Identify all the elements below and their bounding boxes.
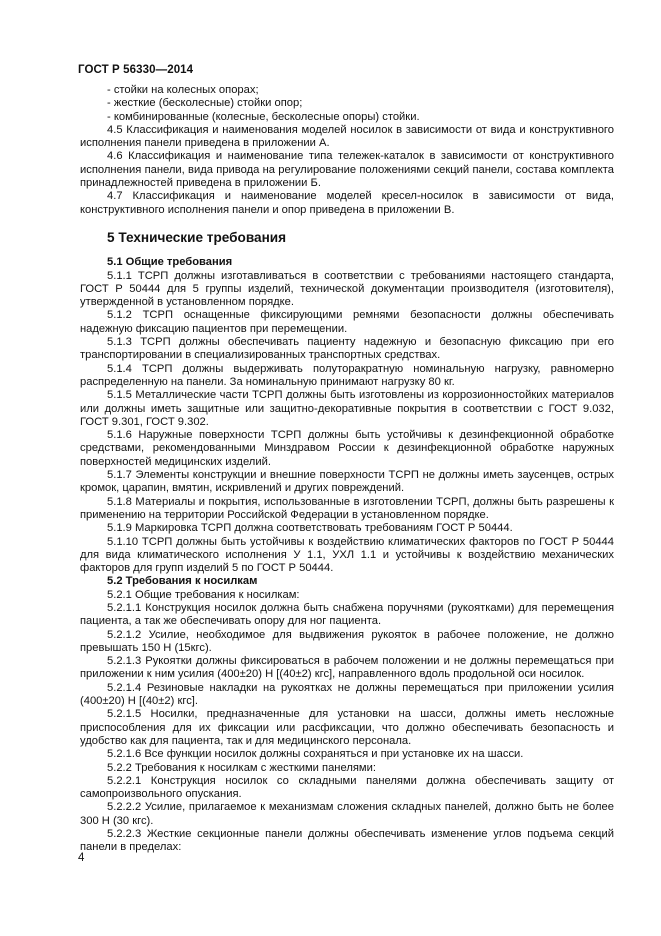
- paragraph-5-2-1: 5.2.1 Общие требования к носилкам:: [107, 588, 300, 601]
- list-item: - жесткие (бесколесные) стойки опор;: [107, 97, 303, 110]
- paragraph-5-2-1-1: 5.2.1.1 Конструкция носилок должна быть снабжена поручнями (рукоятками) для перемещения пациента, а так же обеспечивать опору для ног пациента.: [80, 601, 614, 628]
- subsection-heading-5-2: 5.2 Требования к носилкам: [107, 575, 258, 588]
- paragraph-5-1-4: 5.1.4 ТСРП должны выдерживать полуторакратную номинальную нагрузку, равномерно распределенную на панели. За номинальную принимают нагрузку 80 кг.: [80, 362, 614, 388]
- paragraph-4-7: 4.7 Классификация и наименование моделей кресел-носилок в зависимости от вида, конструктивного исполнения панели и опор приведена в приложении В.: [80, 190, 614, 216]
- paragraph-5-1-9: 5.1.9 Маркировка ТСРП должна соответствовать требованиям ГОСТ Р 50444.: [107, 522, 513, 535]
- paragraph-5-2-2-3: 5.2.2.3 Жесткие секционные панели должны обеспечивать изменение углов подъема секций панели в пределах:: [80, 828, 614, 854]
- paragraph-5-1-5: 5.1.5 Металлические части ТСРП должны быть изготовлены из коррозионностойких материалов или должны иметь защитные или защитно-декоративные покрытия в соответствии с ГОСТ 9.032, ГОСТ 9.301, ГОСТ 9.302.: [80, 389, 614, 428]
- paragraph-5-2-1-2: 5.2.1.2 Усилие, необходимое для выдвижения рукояток в рабочее положение, не должно превышать 150 Н (15кгс).: [80, 628, 614, 654]
- subsection-heading-5-1: 5.1 Общие требования: [107, 256, 233, 269]
- paragraph-5-2-1-4: 5.2.1.4 Резиновые накладки на рукоятках не должны перемещаться при приложении усилия (400±20) Н [(40±2) кгс].: [80, 681, 614, 708]
- paragraph-5-1-1: 5.1.1 ТСРП должны изготавливаться в соответствии с требованиями настоящего стандарта, ГОСТ Р 50444 для 5 группы изделий, технической документации производителя (изготовителя), утвержденной в установленном порядке.: [80, 269, 614, 309]
- paragraph-5-1-6: 5.1.6 Наружные поверхности ТСРП должны быть устойчивы к дезинфекционной обработке средствами, рекомендованными Минздравом России к дезинфекционной обработке наружных поверхностей медицинских изделий.: [80, 429, 614, 468]
- paragraph-5-1-10: 5.1.10 ТСРП должны быть устойчивы к воздействию климатических факторов по ГОСТ Р 50444 для вида климатического исполнения У 1.1, УХЛ 1.1 и устойчивы к воздействию механических факторов для групп изделий 5 по ГОСТ Р 50444.: [80, 535, 614, 575]
- paragraph-4-5: 4.5 Классификация и наименования моделей носилок в зависимости от вида и конструктивного исполнения панели приведена в приложении А.: [80, 123, 614, 150]
- list-item: - стойки на колесных опорах;: [107, 84, 259, 96]
- paragraph-5-1-8: 5.1.8 Материалы и покрытия, использованные в изготовлении ТСРП, должны быть разрешены к применению на территории Российской Федерации в установленном порядке.: [80, 495, 614, 521]
- document-header: ГОСТ Р 56330—2014: [78, 64, 194, 76]
- section-heading-5: 5 Технические требования: [107, 229, 287, 245]
- paragraph-5-2-1-5: 5.2.1.5 Носилки, предназначенные для установки на шасси, должны иметь несложные приспособления для их фиксации или расфиксации, что должно обеспечивать безопасность и удобство как для пациента, так и для медицинского персонала.: [80, 708, 614, 747]
- paragraph-5-2-2-2: 5.2.2.2 Усилие, прилагаемое к механизмам сложения складных панелей, должно быть не более 300 Н (30 кгс).: [80, 801, 614, 827]
- paragraph-5-2-1-3: 5.2.1.3 Рукоятки должны фиксироваться в рабочем положении и не должны перемещаться при приложении к ним усилия (400±20) Н [(40±2) кгс], направленного вдоль продольной оси носилок.: [80, 655, 614, 681]
- paragraph-5-1-2: 5.1.2 ТСРП оснащенные фиксирующими ремнями безопасности должны обеспечивать надежную фиксацию пациентов при перемещении.: [80, 309, 614, 335]
- paragraph-5-2-1-6: 5.2.1.6 Все функции носилок должны сохраняться и при установке их на шасси.: [107, 748, 524, 761]
- paragraph-5-2-2: 5.2.2 Требования к носилкам с жесткими панелями:: [107, 761, 376, 774]
- paragraph-5-1-7: 5.1.7 Элементы конструкции и внешние поверхности ТСРП не должны иметь заусенцев, острых кромок, царапин, вмятин, искривлений и других повреждений.: [80, 469, 614, 495]
- document-body: [80, 84, 614, 855]
- paragraph-5-2-2-1: 5.2.2.1 Конструкция носилок со складными панелями должна обеспечивать защиту от самопроизвольного опускания.: [80, 774, 614, 801]
- paragraph-5-1-3: 5.1.3 ТСРП должны обеспечивать пациенту надежную и безопасную фиксацию при его транспортировании в специализированных транспортных средствах.: [80, 336, 614, 362]
- page-number: 4: [78, 852, 85, 864]
- paragraph-4-6: 4.6 Классификация и наименование типа тележек-каталок в зависимости от конструктивного исполнения панели, вида привода на регулирование положениями секций панели, состава комплекта принадлежностей приведена в приложении Б.: [80, 150, 614, 190]
- list-item: - комбинированные (колесные, бесколесные опоры) стойки.: [107, 110, 420, 123]
